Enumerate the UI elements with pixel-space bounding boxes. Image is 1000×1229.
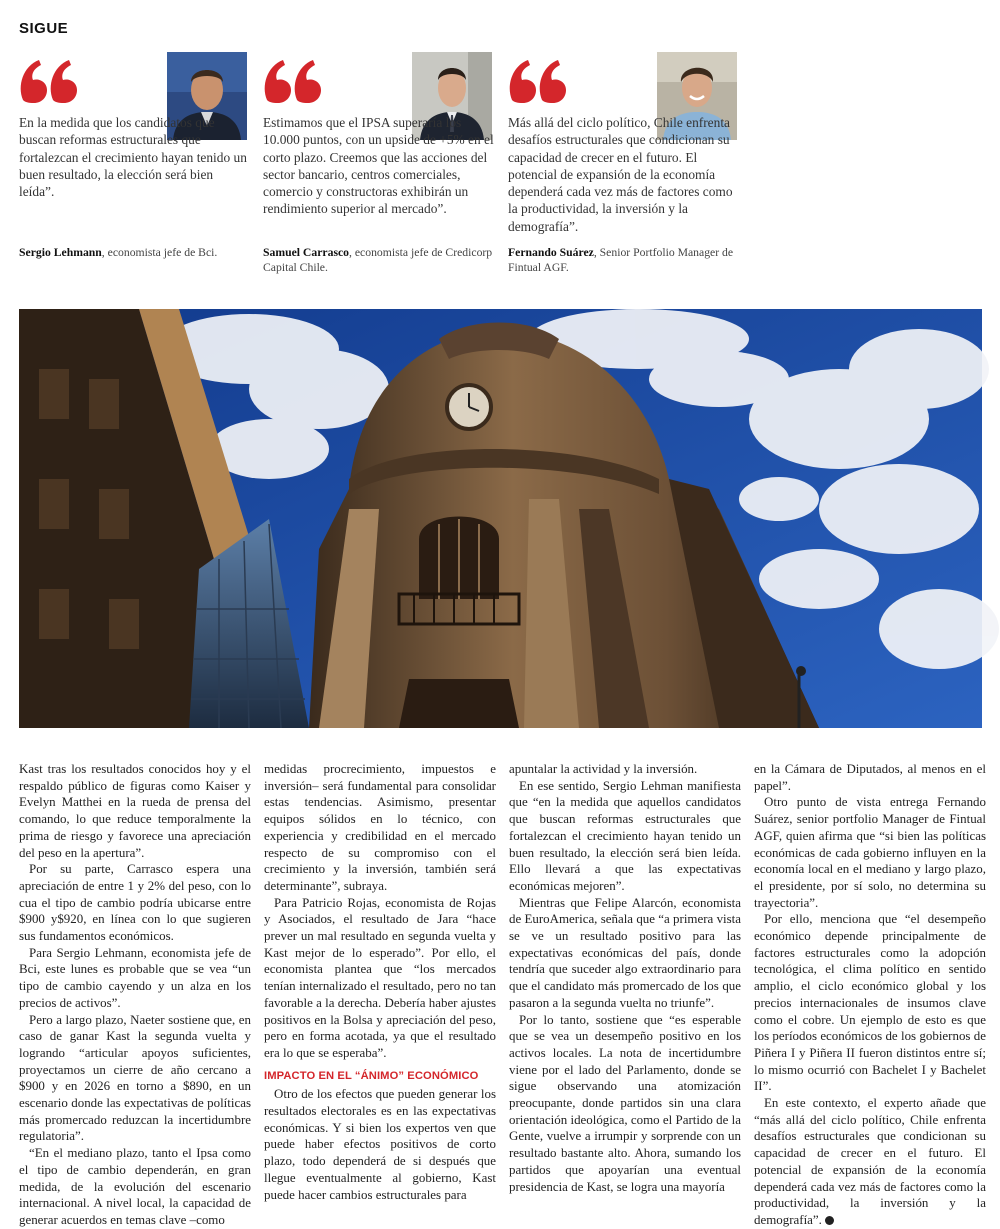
quote-author-1: [19, 245, 254, 260]
paragraph: Por su parte, Carrasco espera una apreciación de entre 1 y 2% del peso, con lo cua el tipo de cambio podría ubicarse entre $900 y$920, en línea con lo que sugieren sus fundamentos económicos.: [19, 861, 251, 944]
paragraph: Kast tras los resultados conocidos hoy y el respaldo público de figuras como Kaiser y Evelyn Matthei en la rueda de prensa del comando, lo que reduce temporalmente la prima de riesgo y favorece una apreciación del peso en la apertura”.: [19, 761, 251, 860]
paragraph: en la Cámara de Diputados, al menos en el papel”.: [754, 761, 986, 793]
author-role-1: , economista jefe de Bci.: [101, 246, 218, 259]
quote-mark-icon: [19, 56, 79, 104]
article-column-3: [509, 761, 741, 1195]
quote-author-2: [263, 245, 498, 275]
article-column-2: [264, 761, 496, 1203]
paragraph: [754, 1095, 986, 1229]
author-role-3: , Senior Portfolio Manager de Fintual AGF.: [508, 246, 734, 274]
quote-author-3: [508, 245, 743, 275]
paragraph: Por ello, menciona que “el desempeño económico depende principalmente de factores estructurales como la adopción tecnológica, el clima político en sentido amplio, el ciclo económico global y los precios internacionales de insumos clave como el cobre. Un ejemplo de esto es que los períodos económicos de los gobiernos de Piñera I y Piñera II fueron distintos entre sí; lo mismo ocurrió con Bachelet I y Bachelet II”.: [754, 911, 986, 1094]
section-heading: IMPACTO EN EL “ÁNIMO” ECONÓMICO: [264, 1069, 479, 1082]
quote-text-3: Más allá del ciclo político, Chile enfrenta desafíos estructurales que condicionan su capacidad de crecer en el futuro. El potencial de expansión de la economía dependerá cada vez más de factores como la productividad, la inversión y la demografía”.: [508, 115, 733, 234]
paragraph: Para Sergio Lehmann, economista jefe de Bci, este lunes es probable que se vea “un tipo de cambio cayendo y un alza en los precios de activos”.: [19, 944, 251, 1010]
article-column-1: [19, 761, 251, 1229]
quote-mark-icon: [263, 56, 323, 104]
paragraph: apuntalar la actividad y la inversión.: [509, 761, 698, 776]
paragraph-text: En este contexto, el experto añade que “más allá del ciclo político, Chile enfrenta desafíos estructurales que condicionan su capacidad de crecer en el futuro. El potencial de expansión de la economía dependerá cada vez más de factores como la productividad, la inversión y la demografía”.: [754, 1095, 986, 1227]
paragraph: Para Patricio Rojas, economista de Rojas y Asociados, el resultado de Jara “hace prever un mal resultado en segunda vuelta y Kast mejor de lo esperado”. Por ello, el economista plantea que “los mercados tenían internalizado el resultado, pero no tan favorable a la derecha. Debería haber ajustes positivos en la Bolsa y apreciación del peso, pero en forma acotada, ya que el resultado era lo que se esperaba”.: [264, 894, 496, 1060]
end-of-article-icon: [825, 1216, 834, 1225]
paragraph: Otro punto de vista entrega Fernando Suárez, senior portfolio Manager de Fintual AGF, quien afirma que “si bien las políticas económicas de cada gobierno influyen en la economía local en el mediano y largo plazo, el presidente, por sí solo, no determina su trayectoria”.: [754, 794, 986, 910]
paragraph: medidas procrecimiento, impuestos e inversión– será fundamental para consolidar estas tendencias. Asimismo, presentar equipos sólidos en lo técnico, con experiencia y credibilidad en el mercado respecto de su compromiso con el crecimiento y la inversión, también será determinante”, subraya.: [264, 761, 496, 893]
quote-text-2: Estimamos que el IPSA superaría los 10.000 puntos, con un upside de +5% en el corto plazo. Creemos que las acciones del sector bancario, centros comerciales, comercio y constructoras exhibirán un rendimiento superior al mercado”.: [263, 115, 494, 217]
author-name-3: Fernando Suárez: [508, 246, 594, 259]
quote-mark-icon: [508, 56, 568, 104]
paragraph: Otro de los efectos que pueden generar los resultados electorales es en las expectativas económicas. Y si bien los expertos ven que puede haber efectos positivos de corto plazo, todo dependerá de si después que llegue eventualmente al gobierno, Kast puede hacer cambios estructurales para: [264, 1086, 496, 1202]
paragraph: En ese sentido, Sergio Lehman manifiesta que “en la medida que aquellos candidatos que buscan reformas estructurales que fortalezcan el crecimiento hayan tenido un buen resultado, la elección será bien leída. Ello llevará a que las expectativas económicas mejoren”.: [509, 777, 741, 893]
paragraph: Por lo tanto, sostiene que “es esperable que se vea un desempeño positivo en los activos locales. La nota de incertidumbre viene por el lado del Parlamento, donde se sigue observando una atomización preocupante, donde partidos sin una clara orientación ideológica, como el Partido de la Gente, vuelve a irrumpir y sorprende con un resultado bastante alto. Ahora, sumando los partidos que apoyarían una eventual presidencia de Kast, se logra una mayoría: [509, 1011, 741, 1194]
paragraph: “En el mediano plazo, tanto el Ipsa como el tipo de cambio dependerán, en gran medida, de la evolución del escenario internacional. A nivel local, la capacidad de generar acuerdos en temas clave –como: [19, 1145, 251, 1227]
paragraph: Mientras que Felipe Alarcón, economista de EuroAmerica, señala que “a primera vista se ve un resultado positivo para las expectativas económicas del país, donde tendría que suceder algo extraordinario para que el candidato más promercado de los que pasaron a la segunda vuelta no triunfe”.: [509, 894, 741, 1010]
stock-exchange-building-photo: [19, 309, 982, 728]
article-column-4: [754, 761, 986, 1229]
author-name-1: Sergio Lehmann: [19, 246, 102, 259]
paragraph: Pero a largo plazo, Naeter sostiene que, en caso de ganar Kast la segunda vuelta y lograndо “articular apoyos suficientes, proyectamos un cierre de año cercano a $900 y en 2026 en torno a $890, en un escenario donde las expectativas de políticas más promercado reduzcan la incertidumbre regulatoria”.: [19, 1011, 251, 1144]
quote-text-1: En la medida que los candidatos que buscan reformas estructurales que fortalezcan el crecimiento hayan tenido un buen resultado, la elección será bien leída”.: [19, 115, 247, 200]
section-label: SIGUE: [19, 20, 69, 37]
author-name-2: Samuel Carrasco: [263, 246, 350, 259]
author-role-2: , economista jefe de Credicorp Capital Chile.: [263, 246, 493, 274]
